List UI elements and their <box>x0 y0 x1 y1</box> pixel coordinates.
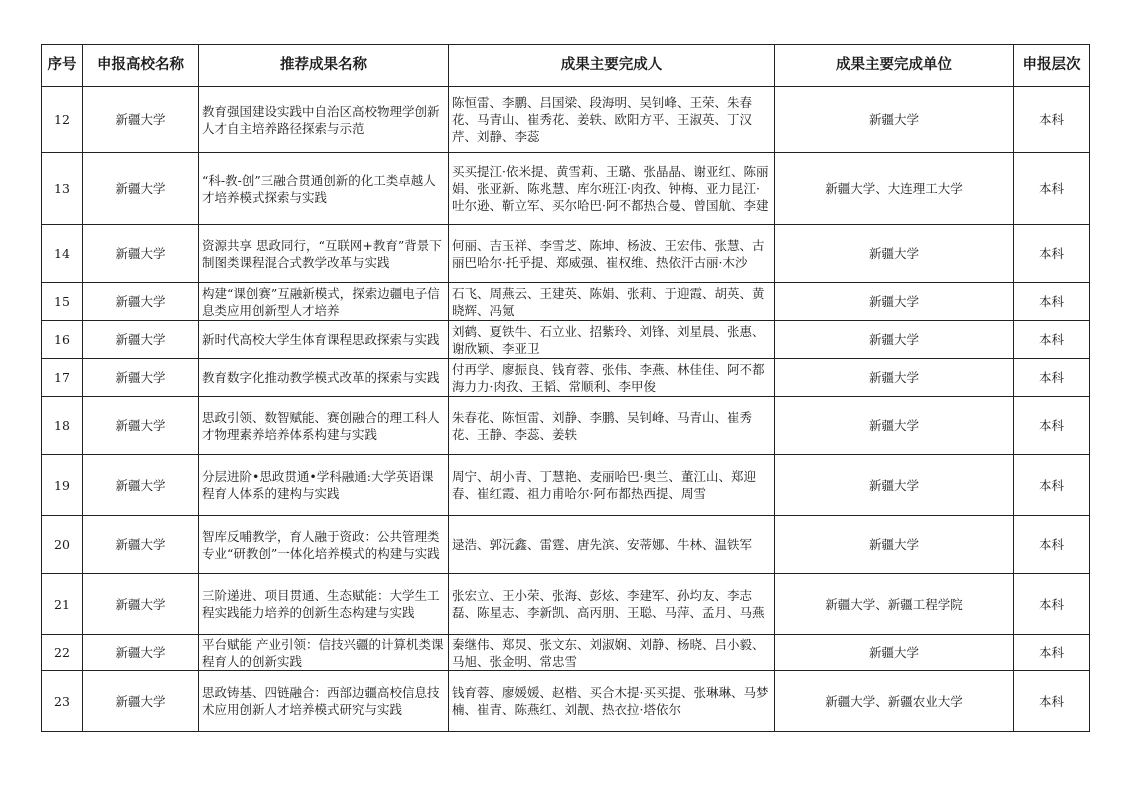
table-row <box>42 283 1090 321</box>
row-number: 13 <box>42 153 83 225</box>
table-row <box>42 397 1090 455</box>
application-level: 本科 <box>1014 87 1090 153</box>
completion-unit: 新疆大学、大连理工大学 <box>775 153 1014 225</box>
main-contributors <box>449 635 775 671</box>
achievement-title <box>199 359 449 397</box>
achievement-table <box>41 44 1090 732</box>
school-name: 新疆大学 <box>83 574 199 635</box>
table-row <box>42 225 1090 283</box>
application-level: 本科 <box>1014 321 1090 359</box>
main-contributors <box>449 153 775 225</box>
main-contributors-text: 张宏立、王小荣、张海、彭炫、李建军、孙均友、李志磊、陈星志、李新凯、高丙朋、王聪、马萍、孟月、马燕 <box>452 588 765 620</box>
table-row <box>42 455 1090 516</box>
completion-unit: 新疆大学 <box>775 225 1014 283</box>
table-row <box>42 87 1090 153</box>
achievement-title-text: 三阶递进、项目贯通、生态赋能：大学生工程实践能力培养的创新生态构建与实践 <box>202 588 440 620</box>
achievement-title <box>199 574 449 635</box>
main-contributors-text: 秦继伟、郑炅、张文东、刘淑娴、刘静、杨晓、吕小毅、马旭、张金明、常忠雪 <box>452 636 765 669</box>
table-row <box>42 574 1090 635</box>
completion-unit: 新疆大学 <box>775 455 1014 516</box>
main-contributors <box>449 671 775 732</box>
main-contributors-text: 刘鹤、夏铁牛、石立业、招紫玲、刘锋、刘星晨、张惠、谢欣颖、李亚卫 <box>452 323 765 356</box>
table-row <box>42 153 1090 225</box>
application-level: 本科 <box>1014 153 1090 225</box>
table-row <box>42 321 1090 359</box>
achievement-title <box>199 87 449 153</box>
application-level: 本科 <box>1014 359 1090 397</box>
row-number: 18 <box>42 397 83 455</box>
main-contributors-text: 石飞、周燕云、王建英、陈娟、张莉、于迎霞、胡英、黄晓辉、冯氪 <box>452 285 765 318</box>
completion-unit: 新疆大学、新疆工程学院 <box>775 574 1014 635</box>
achievement-title-text: 平台赋能 产业引领：信技兴疆的计算机类课程育人的创新实践 <box>202 636 444 669</box>
school-name: 新疆大学 <box>83 455 199 516</box>
application-level: 本科 <box>1014 283 1090 321</box>
application-level: 本科 <box>1014 397 1090 455</box>
completion-unit: 新疆大学 <box>775 321 1014 359</box>
achievement-title <box>199 455 449 516</box>
achievement-title-text: 分层进阶•思政贯通•学科融通:大学英语课程育人体系的建构与实践 <box>202 469 434 501</box>
row-number: 15 <box>42 283 83 321</box>
main-contributors-text: 何丽、吉玉祥、李雪芝、陈坤、杨波、王宏伟、张慧、古丽巴哈尔·托乎提、郑威强、崔权维、热依汗古丽·木沙 <box>452 237 765 270</box>
completion-unit: 新疆大学 <box>775 397 1014 455</box>
achievement-title-text: 资源共享 思政同行，“互联网+教育”背景下制图类课程混合式教学改革与实践 <box>202 237 442 270</box>
school-name: 新疆大学 <box>83 225 199 283</box>
header-school: 申报高校名称 <box>83 45 199 87</box>
row-number: 21 <box>42 574 83 635</box>
application-level: 本科 <box>1014 635 1090 671</box>
achievement-title <box>199 671 449 732</box>
school-name: 新疆大学 <box>83 283 199 321</box>
table-row <box>42 671 1090 732</box>
row-number: 16 <box>42 321 83 359</box>
school-name: 新疆大学 <box>83 635 199 671</box>
main-contributors-text: 逯浩、郭沅鑫、雷霆、唐先滨、安蒂娜、牛林、温铁军 <box>452 537 753 552</box>
row-number: 12 <box>42 87 83 153</box>
row-number: 17 <box>42 359 83 397</box>
main-contributors-text: 付再学、廖振良、钱育蓉、张伟、李燕、林佳佳、阿不都海力力·肉孜、王韬、常顺利、李甲俊 <box>452 361 765 394</box>
table-row <box>42 635 1090 671</box>
application-level: 本科 <box>1014 516 1090 574</box>
achievement-title <box>199 321 449 359</box>
school-name: 新疆大学 <box>83 87 199 153</box>
achievement-title-text: 智库反哺教学，育人融于资政：公共管理类专业“研教创”一体化培养模式的构建与实践 <box>202 528 440 561</box>
achievement-title-text: 教育强国建设实践中自治区高校物理学创新人才自主培养路径探索与示范 <box>202 103 440 136</box>
header-unit: 成果主要完成单位 <box>775 45 1014 87</box>
main-contributors <box>449 516 775 574</box>
main-contributors <box>449 455 775 516</box>
achievement-title-text: “科-教-创”三融合贯通创新的化工类卓越人才培养模式探索与实践 <box>202 172 436 205</box>
header-people: 成果主要完成人 <box>449 45 775 87</box>
completion-unit: 新疆大学 <box>775 87 1014 153</box>
achievement-title <box>199 283 449 321</box>
row-number: 22 <box>42 635 83 671</box>
achievement-title-text: 构建“课创赛”互融新模式，探索边疆电子信息类应用创新型人才培养 <box>202 285 440 318</box>
main-contributors-text: 朱春花、陈恒雷、刘静、李鹏、吴钊峰、马青山、崔秀花、王静、李蕊、姜轶 <box>452 409 753 442</box>
main-contributors <box>449 283 775 321</box>
achievement-title-text: 思政引领、数智赋能、赛创融合的理工科人才物理素养培养体系构建与实践 <box>202 409 440 442</box>
main-contributors <box>449 225 775 283</box>
application-level: 本科 <box>1014 225 1090 283</box>
row-number: 20 <box>42 516 83 574</box>
main-contributors-text: 陈恒雷、李鹏、吕国梁、段海明、吴钊峰、王荣、朱春花、马青山、崔秀花、姜轶、欧阳方平、王淑英、丁汉芹、刘静、李蕊 <box>452 95 753 144</box>
header-level: 申报层次 <box>1014 45 1090 87</box>
main-contributors <box>449 574 775 635</box>
row-number: 23 <box>42 671 83 732</box>
school-name: 新疆大学 <box>83 153 199 225</box>
header-row <box>42 45 1090 87</box>
school-name: 新疆大学 <box>83 321 199 359</box>
school-name: 新疆大学 <box>83 516 199 574</box>
school-name: 新疆大学 <box>83 359 199 397</box>
achievement-title <box>199 516 449 574</box>
achievement-title <box>199 153 449 225</box>
main-contributors-text: 钱育蓉、廖媛媛、赵楷、买合木提·买买提、张琳琳、马梦楠、崔青、陈燕红、刘靓、热衣拉·塔依尔 <box>452 685 769 717</box>
main-contributors <box>449 321 775 359</box>
completion-unit: 新疆大学 <box>775 359 1014 397</box>
main-contributors <box>449 359 775 397</box>
completion-unit: 新疆大学 <box>775 635 1014 671</box>
header-no: 序号 <box>42 45 83 87</box>
header-title: 推荐成果名称 <box>199 45 449 87</box>
achievement-title-text: 新时代高校大学生体育课程思政探索与实践 <box>202 332 440 347</box>
application-level: 本科 <box>1014 574 1090 635</box>
school-name: 新疆大学 <box>83 671 199 732</box>
main-contributors <box>449 87 775 153</box>
achievement-title-text: 思政铸基、四链融合：西部边疆高校信息技术应用创新人才培养模式研究与实践 <box>202 685 440 717</box>
table-row <box>42 516 1090 574</box>
completion-unit: 新疆大学、新疆农业大学 <box>775 671 1014 732</box>
main-contributors-text: 买买提江·依米提、黄雪莉、王璐、张晶晶、谢亚红、陈丽娟、张亚新、陈兆慧、库尔班江·肉孜、钟梅、亚力昆江·吐尔逊、靳立军、买尔哈巴·阿不都热合曼、曾国航、李建 <box>452 164 769 213</box>
row-number: 19 <box>42 455 83 516</box>
achievement-title <box>199 397 449 455</box>
table-row <box>42 359 1090 397</box>
completion-unit: 新疆大学 <box>775 283 1014 321</box>
main-contributors <box>449 397 775 455</box>
achievement-title <box>199 225 449 283</box>
completion-unit: 新疆大学 <box>775 516 1014 574</box>
application-level: 本科 <box>1014 455 1090 516</box>
table-body <box>42 87 1090 732</box>
achievement-title <box>199 635 449 671</box>
application-level: 本科 <box>1014 671 1090 732</box>
row-number: 14 <box>42 225 83 283</box>
achievement-title-text: 教育数字化推动教学模式改革的探索与实践 <box>202 370 440 385</box>
school-name: 新疆大学 <box>83 397 199 455</box>
main-contributors-text: 周宁、胡小青、丁慧艳、麦丽哈巴·奥兰、董江山、郑迎春、崔红霞、祖力甫哈尔·阿布都热西提、周雪 <box>452 469 756 501</box>
